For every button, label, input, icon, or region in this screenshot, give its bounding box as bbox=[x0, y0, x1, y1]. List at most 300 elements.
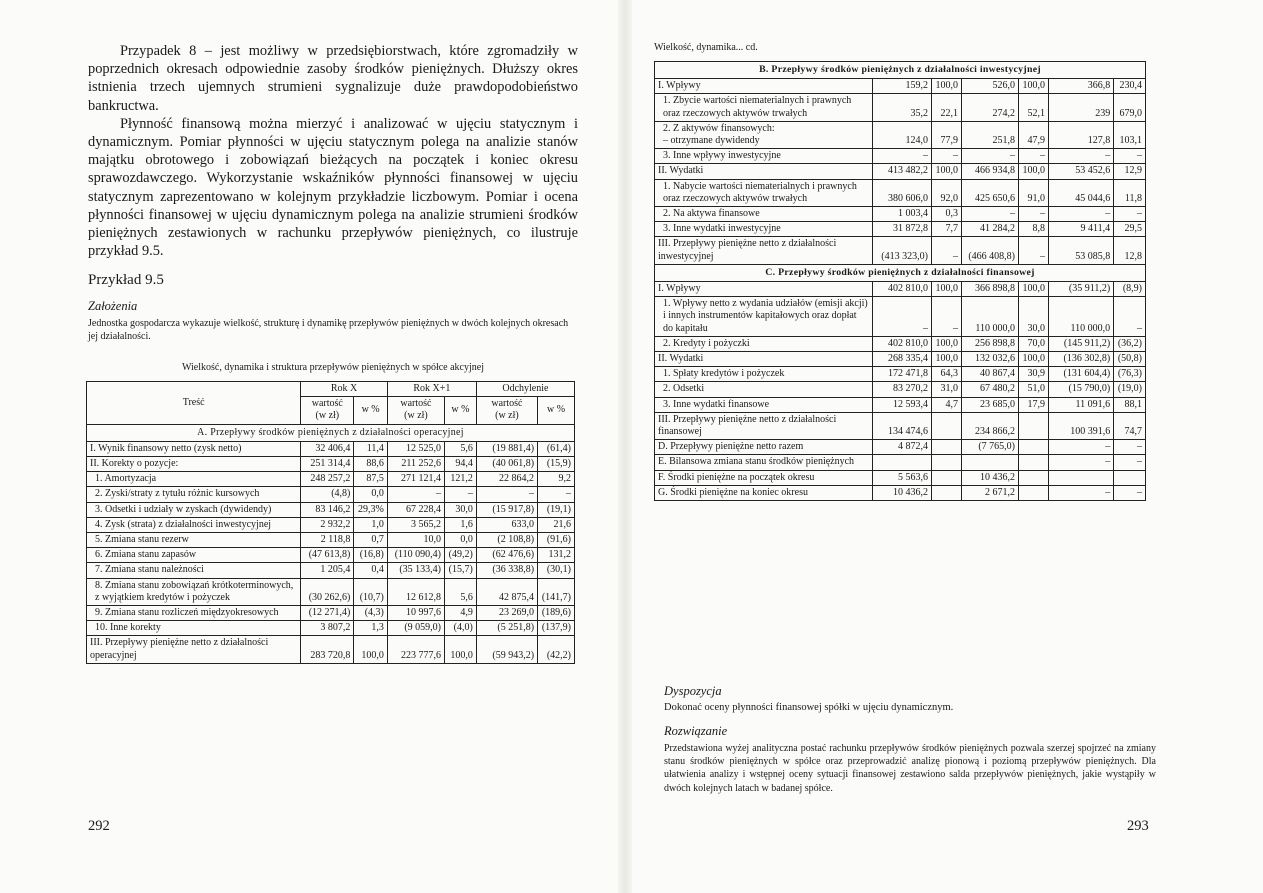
pct-year-x: 1,0 bbox=[354, 517, 388, 532]
table-row bbox=[655, 470, 1146, 485]
table-row bbox=[87, 487, 575, 502]
pct-year-x: 92,0 bbox=[931, 179, 961, 206]
pct-deviation: 74,7 bbox=[1114, 412, 1146, 439]
pct-year-x1: 30,9 bbox=[1019, 367, 1049, 382]
header-wartosc: wartość (w zł) bbox=[387, 397, 444, 424]
value-deviation: – bbox=[1049, 207, 1114, 222]
value-deviation: (15 790,0) bbox=[1049, 382, 1114, 397]
pct-year-x1: 8,8 bbox=[1019, 222, 1049, 237]
pct-year-x1: 30,0 bbox=[1019, 297, 1049, 337]
example-title: Przykład 9.5 bbox=[88, 272, 164, 288]
pct-year-x: 87,5 bbox=[354, 472, 388, 487]
pct-deviation: (189,6) bbox=[538, 606, 575, 621]
solution-title: Rozwiązanie bbox=[664, 724, 728, 738]
value-deviation: (131 604,4) bbox=[1049, 367, 1114, 382]
row-label: I. Wynik finansowy netto (zysk netto) bbox=[87, 441, 301, 456]
table-row bbox=[87, 472, 575, 487]
pct-deviation: 679,0 bbox=[1114, 94, 1146, 121]
pct-deviation: 11,8 bbox=[1114, 179, 1146, 206]
pct-year-x1: 4,9 bbox=[445, 606, 477, 621]
table-row bbox=[87, 636, 575, 663]
value-year-x: 35,2 bbox=[872, 94, 931, 121]
pct-year-x1: 121,2 bbox=[445, 472, 477, 487]
value-year-x: 10 436,2 bbox=[872, 485, 931, 500]
value-deviation: (36 338,8) bbox=[476, 563, 537, 578]
value-year-x1: 2 671,2 bbox=[961, 485, 1018, 500]
value-year-x: (4,8) bbox=[301, 487, 354, 502]
row-label: 2. Na aktywa finansowe bbox=[655, 207, 873, 222]
pct-year-x1: 0,0 bbox=[445, 533, 477, 548]
value-deviation: (136 302,8) bbox=[1049, 352, 1114, 367]
pct-year-x1: 47,9 bbox=[1019, 121, 1049, 148]
pct-deviation bbox=[1114, 470, 1146, 485]
value-year-x: 1 003,4 bbox=[872, 207, 931, 222]
value-year-x1: (7 765,0) bbox=[961, 440, 1018, 455]
table-row bbox=[655, 440, 1146, 455]
row-label: I. Wpływy bbox=[655, 79, 873, 94]
pct-year-x1: (4,0) bbox=[445, 621, 477, 636]
pct-deviation: (61,4) bbox=[538, 441, 575, 456]
pct-year-x: 4,7 bbox=[931, 397, 961, 412]
pct-deviation: – bbox=[1114, 455, 1146, 470]
pct-deviation: 103,1 bbox=[1114, 121, 1146, 148]
value-year-x: 251 314,4 bbox=[301, 457, 354, 472]
pct-year-x: 100,0 bbox=[931, 352, 961, 367]
value-deviation: – bbox=[1049, 440, 1114, 455]
value-year-x1: 10 436,2 bbox=[961, 470, 1018, 485]
row-label: 1. Nabycie wartości niematerialnych i prawnych oraz rzeczowych aktywów trwałych bbox=[655, 179, 873, 206]
value-year-x1: 23 685,0 bbox=[961, 397, 1018, 412]
pct-year-x: 77,9 bbox=[931, 121, 961, 148]
row-label: II. Korekty o pozycje: bbox=[87, 457, 301, 472]
table-row bbox=[655, 207, 1146, 222]
pct-year-x: 100,0 bbox=[931, 79, 961, 94]
table-row bbox=[655, 336, 1146, 351]
value-deviation: 127,8 bbox=[1049, 121, 1114, 148]
value-year-x1: 12 612,8 bbox=[387, 578, 444, 605]
solution-text: Przedstawiona wyżej analityczna postać rachunku przepływów środków pieniężnych pozwala szerzej spojrzeć na zmiany stanu środków pieniężnych w spółce oraz przeprowadzić analizę pionową i poziomą przepływów pieniężnych. Dla ułatwienia analizy i wstępnej oceny sytuacji finansowej zestawiono salda przepływów pieniężnych, jakie wystąpiły w dwóch kolejnych latach w badanej spółce. bbox=[664, 743, 1156, 794]
row-label: II. Wydatki bbox=[655, 352, 873, 367]
pct-year-x: 22,1 bbox=[931, 94, 961, 121]
table-row bbox=[655, 412, 1146, 439]
pct-year-x: 100,0 bbox=[931, 336, 961, 351]
pct-year-x: 88,6 bbox=[354, 457, 388, 472]
value-year-x: 248 257,2 bbox=[301, 472, 354, 487]
pct-deviation: (76,3) bbox=[1114, 367, 1146, 382]
table-row bbox=[87, 533, 575, 548]
value-year-x: 2 932,2 bbox=[301, 517, 354, 532]
value-deviation: – bbox=[1049, 149, 1114, 164]
value-year-x: 380 606,0 bbox=[872, 179, 931, 206]
row-label: 8. Zmiana stanu zobowiązań krótkoterminowych, z wyjątkiem kredytów i pożyczek bbox=[87, 578, 301, 605]
pct-deviation: 21,6 bbox=[538, 517, 575, 532]
value-deviation: (145 911,2) bbox=[1049, 336, 1114, 351]
value-year-x1: 256 898,8 bbox=[961, 336, 1018, 351]
pct-year-x: 100,0 bbox=[931, 164, 961, 179]
header-w-pct: w % bbox=[445, 397, 477, 424]
header-wartosc: wartość (w zł) bbox=[476, 397, 537, 424]
value-deviation bbox=[1049, 470, 1114, 485]
table-caption: Wielkość, dynamika i struktura przepływów pieniężnych w spółce akcyjnej bbox=[181, 362, 484, 373]
table-row bbox=[87, 621, 575, 636]
pct-year-x1: (15,7) bbox=[445, 563, 477, 578]
value-year-x1: – bbox=[387, 487, 444, 502]
header-odchylenie: Odchylenie bbox=[476, 382, 574, 397]
pct-year-x1: 30,0 bbox=[445, 502, 477, 517]
pct-year-x: – bbox=[931, 237, 961, 264]
cash-flow-table-investing-financing bbox=[654, 61, 1146, 501]
pct-year-x1: 100,0 bbox=[1019, 79, 1049, 94]
row-label: III. Przepływy pieniężne netto z działalności inwestycyjnej bbox=[655, 237, 873, 264]
value-year-x bbox=[872, 455, 931, 470]
value-year-x: 5 563,6 bbox=[872, 470, 931, 485]
table-row bbox=[87, 606, 575, 621]
pct-deviation: (91,6) bbox=[538, 533, 575, 548]
section-a-title: A. Przepływy środków pieniężnych z działalności operacyjnej bbox=[87, 424, 575, 441]
pct-deviation: (137,9) bbox=[538, 621, 575, 636]
row-label: III. Przepływy pieniężne netto z działalności finansowej bbox=[655, 412, 873, 439]
value-year-x: 134 474,6 bbox=[872, 412, 931, 439]
value-year-x: 124,0 bbox=[872, 121, 931, 148]
pct-year-x: (16,8) bbox=[354, 548, 388, 563]
row-label: E. Bilansowa zmiana stanu środków pieniężnych bbox=[655, 455, 873, 470]
value-deviation: 11 091,6 bbox=[1049, 397, 1114, 412]
pct-year-x: 64,3 bbox=[931, 367, 961, 382]
table-row bbox=[655, 121, 1146, 148]
pct-deviation: – bbox=[1114, 207, 1146, 222]
row-label: 1. Amortyzacja bbox=[87, 472, 301, 487]
row-label: 2. Kredyty i pożyczki bbox=[655, 336, 873, 351]
table-row bbox=[655, 367, 1146, 382]
pct-year-x1: 1,6 bbox=[445, 517, 477, 532]
row-label: 2. Zyski/straty z tytułu różnic kursowych bbox=[87, 487, 301, 502]
value-year-x: 172 471,8 bbox=[872, 367, 931, 382]
value-year-x: – bbox=[872, 297, 931, 337]
pct-year-x: 1,3 bbox=[354, 621, 388, 636]
pct-year-x1: (49,2) bbox=[445, 548, 477, 563]
value-year-x1: 251,8 bbox=[961, 121, 1018, 148]
value-year-x: 83 146,2 bbox=[301, 502, 354, 517]
pct-deviation: 9,2 bbox=[538, 472, 575, 487]
table-row bbox=[87, 457, 575, 472]
table-row bbox=[655, 297, 1146, 337]
pct-year-x1 bbox=[1019, 470, 1049, 485]
value-year-x: 3 807,2 bbox=[301, 621, 354, 636]
pct-year-x1 bbox=[1019, 440, 1049, 455]
section-c-title: C. Przepływy środków pieniężnych z działalności finansowej bbox=[655, 264, 1146, 281]
table-row bbox=[87, 502, 575, 517]
value-deviation: (2 108,8) bbox=[476, 533, 537, 548]
value-deviation: 100 391,6 bbox=[1049, 412, 1114, 439]
paragraph: Płynność finansową można mierzyć i analizować w ujęciu statycznym i dynamicznym. Pomiar płynności w ujęciu statycznym polega na analizie stanów majątku obrotowego i zobowiązań bieżących na początek i koniec okresu sprawozdawczego. Wykorzystanie wskaźników płynności finansowej w ujęciu statycznym zaprezentowano w kolejnym przykładzie liczbowym. Pomiar i ocena płynności finansowej w ujęciu dynamicznym polega na analizie strumieni środków pieniężnych zestawionych w rachunku przepływów pieniężnych, co ilustruje przykład 9.5. bbox=[88, 115, 578, 260]
table-row bbox=[655, 237, 1146, 264]
pct-year-x1: 100,0 bbox=[1019, 282, 1049, 297]
pct-deviation: – bbox=[1114, 440, 1146, 455]
value-deviation: – bbox=[1049, 485, 1114, 500]
pct-deviation: (30,1) bbox=[538, 563, 575, 578]
value-year-x1: 526,0 bbox=[961, 79, 1018, 94]
value-year-x: – bbox=[872, 149, 931, 164]
value-deviation: (35 911,2) bbox=[1049, 282, 1114, 297]
row-label: F. Środki pieniężne na początek okresu bbox=[655, 470, 873, 485]
pct-deviation: – bbox=[1114, 485, 1146, 500]
pct-year-x: 0,4 bbox=[354, 563, 388, 578]
value-year-x: (47 613,8) bbox=[301, 548, 354, 563]
table-row bbox=[655, 382, 1146, 397]
pct-deviation: – bbox=[1114, 149, 1146, 164]
value-year-x: 4 872,4 bbox=[872, 440, 931, 455]
pct-year-x: 7,7 bbox=[931, 222, 961, 237]
value-year-x1: 67 480,2 bbox=[961, 382, 1018, 397]
value-year-x1: 40 867,4 bbox=[961, 367, 1018, 382]
value-year-x1: 366 898,8 bbox=[961, 282, 1018, 297]
value-deviation: (5 251,8) bbox=[476, 621, 537, 636]
row-label: D. Przepływy pieniężne netto razem bbox=[655, 440, 873, 455]
pct-deviation: 12,9 bbox=[1114, 164, 1146, 179]
pct-year-x1: 52,1 bbox=[1019, 94, 1049, 121]
value-year-x1: 41 284,2 bbox=[961, 222, 1018, 237]
value-year-x1: 223 777,6 bbox=[387, 636, 444, 663]
section-row bbox=[655, 62, 1146, 79]
value-year-x1: 234 866,2 bbox=[961, 412, 1018, 439]
pct-year-x1: – bbox=[1019, 237, 1049, 264]
pct-year-x: 0,7 bbox=[354, 533, 388, 548]
pct-year-x1 bbox=[1019, 412, 1049, 439]
pct-year-x1: 100,0 bbox=[445, 636, 477, 663]
value-deviation: 45 044,6 bbox=[1049, 179, 1114, 206]
table-row bbox=[87, 578, 575, 605]
table-row bbox=[87, 563, 575, 578]
table-row bbox=[655, 179, 1146, 206]
pct-year-x bbox=[931, 470, 961, 485]
section-row bbox=[87, 424, 575, 441]
section-b-title: B. Przepływy środków pieniężnych z działalności inwestycyjnej bbox=[655, 62, 1146, 79]
table-row bbox=[655, 79, 1146, 94]
table-row bbox=[87, 517, 575, 532]
assumptions-title: Założenia bbox=[88, 299, 138, 313]
pct-year-x bbox=[931, 440, 961, 455]
table-header-row bbox=[87, 382, 575, 397]
row-label: 4. Zysk (strata) z działalności inwestycyjnej bbox=[87, 517, 301, 532]
header-tresc: Treść bbox=[87, 382, 301, 425]
pct-year-x1 bbox=[1019, 455, 1049, 470]
table-row bbox=[655, 397, 1146, 412]
row-label: 1. Spłaty kredytów i pożyczek bbox=[655, 367, 873, 382]
row-label: 1. Wpływy netto z wydania udziałów (emisji akcji) i innych instrumentów kapitałowych oraz dopłat do kapitału bbox=[655, 297, 873, 337]
row-label: 3. Inne wpływy inwestycyjne bbox=[655, 149, 873, 164]
row-label: 3. Inne wydatki finansowe bbox=[655, 397, 873, 412]
pct-deviation: (141,7) bbox=[538, 578, 575, 605]
pct-year-x: 0,0 bbox=[354, 487, 388, 502]
value-deviation: 366,8 bbox=[1049, 79, 1114, 94]
value-year-x1: 110 000,0 bbox=[961, 297, 1018, 337]
value-year-x1: 274,2 bbox=[961, 94, 1018, 121]
value-year-x1: 3 565,2 bbox=[387, 517, 444, 532]
pct-year-x1: 5,6 bbox=[445, 441, 477, 456]
row-label: 5. Zmiana stanu rezerw bbox=[87, 533, 301, 548]
pct-year-x: 0,3 bbox=[931, 207, 961, 222]
value-year-x: 1 205,4 bbox=[301, 563, 354, 578]
row-label: 1. Zbycie wartości niematerialnych i prawnych oraz rzeczowych aktywów trwałych bbox=[655, 94, 873, 121]
pct-year-x1 bbox=[1019, 485, 1049, 500]
pct-deviation: 29,5 bbox=[1114, 222, 1146, 237]
value-year-x1: – bbox=[961, 207, 1018, 222]
value-year-x1: 271 121,4 bbox=[387, 472, 444, 487]
value-year-x1: (110 090,4) bbox=[387, 548, 444, 563]
table-row bbox=[655, 164, 1146, 179]
value-year-x1: – bbox=[961, 149, 1018, 164]
value-deviation: 53 452,6 bbox=[1049, 164, 1114, 179]
value-year-x: (12 271,4) bbox=[301, 606, 354, 621]
value-deviation: 22 864,2 bbox=[476, 472, 537, 487]
pct-year-x: – bbox=[931, 149, 961, 164]
pct-year-x1: 5,6 bbox=[445, 578, 477, 605]
header-rok-x: Rok X bbox=[301, 382, 388, 397]
table-row bbox=[87, 548, 575, 563]
pct-year-x bbox=[931, 485, 961, 500]
value-year-x1: (9 059,0) bbox=[387, 621, 444, 636]
pct-year-x1: 100,0 bbox=[1019, 164, 1049, 179]
value-deviation: – bbox=[476, 487, 537, 502]
value-year-x: 402 810,0 bbox=[872, 282, 931, 297]
pct-year-x1: 94,4 bbox=[445, 457, 477, 472]
row-label: 3. Inne wydatki inwestycyjne bbox=[655, 222, 873, 237]
table-caption-continued: Wielkość, dynamika... cd. bbox=[654, 42, 758, 53]
table-row bbox=[655, 352, 1146, 367]
row-label: 6. Zmiana stanu zapasów bbox=[87, 548, 301, 563]
value-year-x1: 12 525,0 bbox=[387, 441, 444, 456]
disposition-title: Dyspozycja bbox=[664, 684, 722, 698]
value-year-x: 2 118,8 bbox=[301, 533, 354, 548]
pct-year-x1: 91,0 bbox=[1019, 179, 1049, 206]
disposition-text: Dokonać oceny płynności finansowej spółki w ujęciu dynamicznym. bbox=[664, 702, 954, 713]
header-wartosc: wartość (w zł) bbox=[301, 397, 354, 424]
cash-flow-table-operating bbox=[86, 381, 575, 664]
header-rok-x1: Rok X+1 bbox=[387, 382, 476, 397]
table-row bbox=[87, 441, 575, 456]
value-deviation: (62 476,6) bbox=[476, 548, 537, 563]
value-year-x1: 10 997,6 bbox=[387, 606, 444, 621]
page-number: 293 bbox=[1127, 818, 1149, 834]
pct-deviation: (50,8) bbox=[1114, 352, 1146, 367]
pct-deviation: 131,2 bbox=[538, 548, 575, 563]
pct-year-x: (10,7) bbox=[354, 578, 388, 605]
value-year-x: (413 323,0) bbox=[872, 237, 931, 264]
pct-deviation: (15,9) bbox=[538, 457, 575, 472]
value-year-x1: 211 252,6 bbox=[387, 457, 444, 472]
pct-year-x bbox=[931, 412, 961, 439]
value-year-x: 402 810,0 bbox=[872, 336, 931, 351]
pct-deviation: (19,0) bbox=[1114, 382, 1146, 397]
row-label: G. Środki pieniężne na koniec okresu bbox=[655, 485, 873, 500]
pct-deviation: (42,2) bbox=[538, 636, 575, 663]
value-year-x1: (466 408,8) bbox=[961, 237, 1018, 264]
pct-year-x1: 100,0 bbox=[1019, 352, 1049, 367]
pct-deviation: 88,1 bbox=[1114, 397, 1146, 412]
value-year-x: 32 406,4 bbox=[301, 441, 354, 456]
intro-text bbox=[88, 42, 578, 260]
value-deviation: 239 bbox=[1049, 94, 1114, 121]
pct-year-x1: – bbox=[445, 487, 477, 502]
value-deviation: (59 943,2) bbox=[476, 636, 537, 663]
assumptions-text: Jednostka gospodarcza wykazuje wielkość, strukturę i dynamikę przepływów pieniężnych w dwóch kolejnych okresach jej działalności. bbox=[88, 318, 569, 342]
section-row bbox=[655, 264, 1146, 281]
pct-year-x1: – bbox=[1019, 207, 1049, 222]
row-label: 2. Odsetki bbox=[655, 382, 873, 397]
table-row bbox=[655, 282, 1146, 297]
pct-year-x1: 17,9 bbox=[1019, 397, 1049, 412]
value-year-x1: 10,0 bbox=[387, 533, 444, 548]
pct-year-x: 29,3% bbox=[354, 502, 388, 517]
value-deviation: 110 000,0 bbox=[1049, 297, 1114, 337]
table-row bbox=[655, 94, 1146, 121]
pct-deviation: (19,1) bbox=[538, 502, 575, 517]
pct-year-x bbox=[931, 455, 961, 470]
value-year-x1: 67 228,4 bbox=[387, 502, 444, 517]
value-deviation: (19 881,4) bbox=[476, 441, 537, 456]
table-row bbox=[655, 149, 1146, 164]
pct-year-x: – bbox=[931, 297, 961, 337]
row-label: II. Wydatki bbox=[655, 164, 873, 179]
table-row bbox=[655, 455, 1146, 470]
row-label: 2. Z aktywów finansowych: – otrzymane dywidendy bbox=[655, 121, 873, 148]
table-row bbox=[655, 222, 1146, 237]
value-year-x: 283 720,8 bbox=[301, 636, 354, 663]
value-deviation: 633,0 bbox=[476, 517, 537, 532]
value-year-x: 12 593,4 bbox=[872, 397, 931, 412]
pct-deviation: (36,2) bbox=[1114, 336, 1146, 351]
value-year-x: 268 335,4 bbox=[872, 352, 931, 367]
value-year-x1: 425 650,6 bbox=[961, 179, 1018, 206]
pct-year-x1: – bbox=[1019, 149, 1049, 164]
header-w-pct: w % bbox=[354, 397, 388, 424]
page-number: 292 bbox=[88, 818, 110, 834]
value-year-x: 83 270,2 bbox=[872, 382, 931, 397]
row-label: 10. Inne korekty bbox=[87, 621, 301, 636]
value-deviation: (40 061,8) bbox=[476, 457, 537, 472]
pct-year-x1: 51,0 bbox=[1019, 382, 1049, 397]
value-year-x: 413 482,2 bbox=[872, 164, 931, 179]
value-year-x: 159,2 bbox=[872, 79, 931, 94]
pct-year-x: 11,4 bbox=[354, 441, 388, 456]
value-year-x1: 132 032,6 bbox=[961, 352, 1018, 367]
pct-deviation: – bbox=[1114, 297, 1146, 337]
row-label: III. Przepływy pieniężne netto z działalności operacyjnej bbox=[87, 636, 301, 663]
value-year-x1 bbox=[961, 455, 1018, 470]
value-deviation: (15 917,8) bbox=[476, 502, 537, 517]
pct-year-x: 100,0 bbox=[354, 636, 388, 663]
value-year-x: (30 262,6) bbox=[301, 578, 354, 605]
pct-year-x1: 70,0 bbox=[1019, 336, 1049, 351]
pct-year-x: 100,0 bbox=[931, 282, 961, 297]
header-w-pct: w % bbox=[538, 397, 575, 424]
row-label: 3. Odsetki i udziały w zyskach (dywidendy) bbox=[87, 502, 301, 517]
value-deviation: 42 875,4 bbox=[476, 578, 537, 605]
value-deviation: 9 411,4 bbox=[1049, 222, 1114, 237]
pct-year-x: (4,3) bbox=[354, 606, 388, 621]
pct-deviation: 230,4 bbox=[1114, 79, 1146, 94]
value-year-x: 31 872,8 bbox=[872, 222, 931, 237]
value-deviation: 23 269,0 bbox=[476, 606, 537, 621]
value-year-x1: 466 934,8 bbox=[961, 164, 1018, 179]
row-label: I. Wpływy bbox=[655, 282, 873, 297]
pct-year-x: 31,0 bbox=[931, 382, 961, 397]
value-deviation: 53 085,8 bbox=[1049, 237, 1114, 264]
value-year-x1: (35 133,4) bbox=[387, 563, 444, 578]
row-label: 9. Zmiana stanu rozliczeń międzyokresowych bbox=[87, 606, 301, 621]
value-deviation: – bbox=[1049, 455, 1114, 470]
pct-deviation: – bbox=[538, 487, 575, 502]
